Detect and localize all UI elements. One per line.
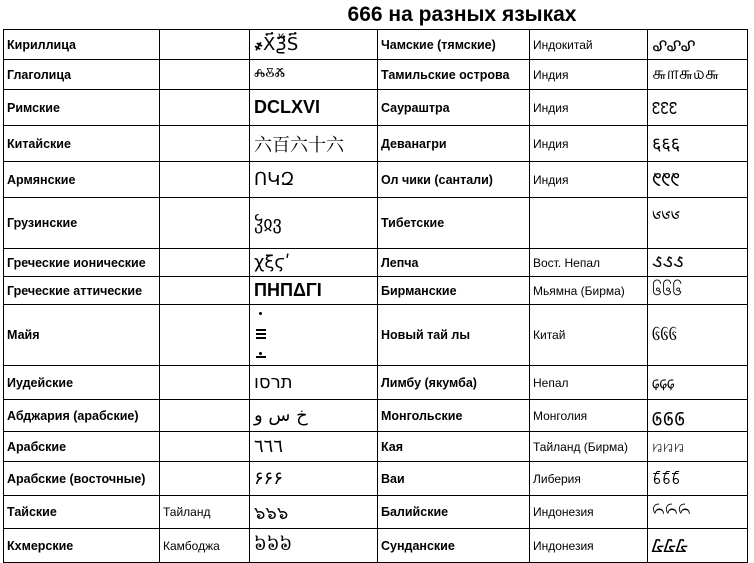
row-numeral: ᮶᮶᮶ [648, 529, 748, 563]
row-numeral: ۶۶۶ [250, 462, 378, 496]
table-row [4, 90, 748, 126]
row-numeral: ௬௱௬௰௬ [648, 60, 748, 90]
row-note: Индия [530, 162, 648, 198]
table-row [4, 462, 748, 496]
row-name: Тайские [4, 496, 160, 529]
row-name: Новый тай лы [378, 305, 530, 366]
row-numeral: ꤆꤆꤆ [648, 432, 748, 462]
row-note [160, 432, 250, 462]
row-numeral: 六百六十六 [250, 126, 378, 162]
row-note: Камбоджа [160, 529, 250, 563]
row-note [530, 198, 648, 249]
row-note [160, 277, 250, 305]
row-name: Чамские (тямские) [378, 30, 530, 60]
row-name: Кхмерские [4, 529, 160, 563]
row-note: Непал [530, 366, 648, 400]
row-numeral: ΠΗΠΔΓΙ [250, 277, 378, 305]
row-note: Индокитай [530, 30, 648, 60]
row-note [160, 462, 250, 496]
row-name: Ваи [378, 462, 530, 496]
row-note [160, 30, 250, 60]
row-numeral: ៦៦៦ [250, 529, 378, 563]
row-numeral: ՈԿԶ [250, 162, 378, 198]
row-name: Арабские (восточные) [4, 462, 160, 496]
row-name: Абджария (арабские) [4, 400, 160, 432]
row-name: Грузинские [4, 198, 160, 249]
row-note: Индонезия [530, 496, 648, 529]
row-name: Арабские [4, 432, 160, 462]
row-note: Индонезия [530, 529, 648, 563]
row-note [160, 249, 250, 277]
row-numeral [250, 305, 378, 366]
row-note: Индия [530, 126, 648, 162]
row-note: Либерия [530, 462, 648, 496]
row-numeral: תרסו [250, 366, 378, 400]
maya-666-numeral-icon [254, 310, 374, 360]
table-row [4, 198, 748, 249]
row-note [160, 90, 250, 126]
table-row [4, 30, 748, 60]
row-numeral: ६६६ [648, 126, 748, 162]
row-note: Китай [530, 305, 648, 366]
row-name: Кая [378, 432, 530, 462]
row-numeral: DCLXVI [250, 90, 378, 126]
row-numeral: ٦٦٦ [250, 432, 378, 462]
row-numeral: ๖๖๖ [250, 496, 378, 529]
table-row [4, 162, 748, 198]
row-name: Тибетские [378, 198, 530, 249]
row-name: Лепча [378, 249, 530, 277]
row-name: Майя [4, 305, 160, 366]
table-row [4, 305, 748, 366]
row-note [160, 162, 250, 198]
table-row [4, 400, 748, 432]
row-name: Кириллица [4, 30, 160, 60]
row-note: Тайланд [160, 496, 250, 529]
row-note [160, 126, 250, 162]
row-name: Глаголица [4, 60, 160, 90]
row-numeral: ꣖꣖꣖ [648, 90, 748, 126]
row-numeral: ၆၆၆ [648, 277, 748, 305]
row-name: Армянские [4, 162, 160, 198]
numerals-table [3, 29, 748, 563]
row-name: Греческие ионические [4, 249, 160, 277]
row-numeral: ༦༦༦ [648, 198, 748, 249]
row-numeral: ᥌᥌᥌ [648, 366, 748, 400]
row-name: Ол чики (сантали) [378, 162, 530, 198]
row-name: Римские [4, 90, 160, 126]
row-note: Вост. Непал [530, 249, 648, 277]
table-row [4, 60, 748, 90]
row-name: Саураштра [378, 90, 530, 126]
row-numeral: ⰾⰻⰶ [250, 60, 378, 90]
page-title: 666 на разных языках [347, 3, 577, 26]
row-numeral: χξϛʹ [250, 249, 378, 277]
row-numeral: ᭖᭖᭖ [648, 496, 748, 529]
table-row [4, 529, 748, 563]
row-note: Монголия [530, 400, 648, 432]
row-name: Деванагри [378, 126, 530, 162]
row-name: Сунданские [378, 529, 530, 563]
table-row [4, 366, 748, 400]
row-name: Монгольские [378, 400, 530, 432]
row-numeral: ᱆᱆᱆ [648, 249, 748, 277]
table-row [4, 249, 748, 277]
row-name: Тамильские острова [378, 60, 530, 90]
table-row [4, 277, 748, 305]
table-row [4, 126, 748, 162]
row-note [160, 305, 250, 366]
row-name: Греческие аттические [4, 277, 160, 305]
row-note [160, 198, 250, 249]
row-numeral: ҂Х҃Ѯ҃Ѕ҃ [250, 30, 378, 60]
row-note: Индия [530, 60, 648, 90]
row-name: Иудейские [4, 366, 160, 400]
row-name: Китайские [4, 126, 160, 162]
row-note [160, 400, 250, 432]
row-note [160, 366, 250, 400]
table-row [4, 432, 748, 462]
row-name: Балийские [378, 496, 530, 529]
row-name: Лимбу (якумба) [378, 366, 530, 400]
row-note: Индия [530, 90, 648, 126]
table-row [4, 496, 748, 529]
row-numeral: ჴჲვ [250, 198, 378, 249]
row-name: Бирманские [378, 277, 530, 305]
row-numeral: ᱖᱖᱖ [648, 162, 748, 198]
row-numeral: ᠖᠖᠖ [648, 400, 748, 432]
row-note [160, 60, 250, 90]
row-note: Тайланд (Бирма) [530, 432, 648, 462]
row-note: Мьямна (Бирма) [530, 277, 648, 305]
row-numeral: خ س و [250, 400, 378, 432]
row-numeral: ᧖᧖᧖ [648, 305, 748, 366]
row-numeral: ꩖꩖꩖ [648, 30, 748, 60]
row-numeral: ꘦꘦꘦ [648, 462, 748, 496]
